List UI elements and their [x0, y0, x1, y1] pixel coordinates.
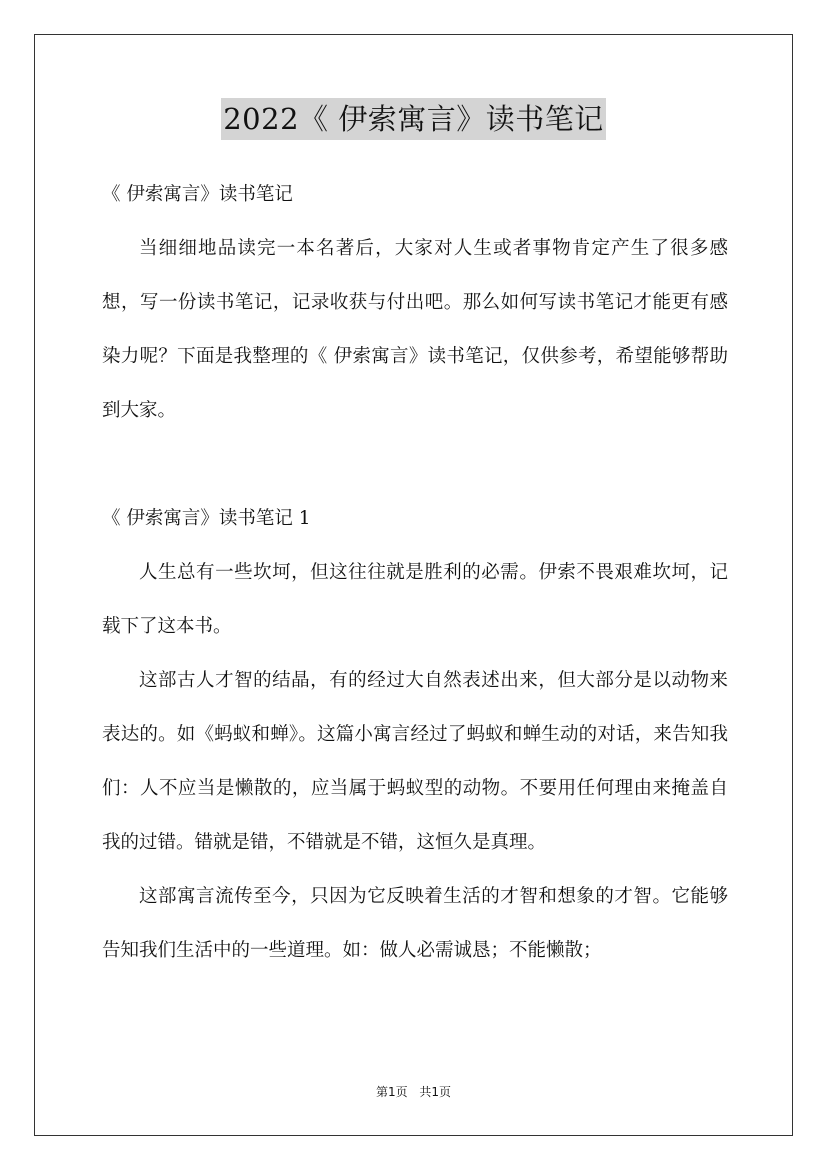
body-paragraph: 人生总有一些坎坷，但这往往就是胜利的必需。伊索不畏艰难坎坷，记载下了这本书。 [102, 562, 728, 637]
body-paragraph: 这部古人才智的结晶，有的经过大自然表述出来，但大部分是以动物来表达的。如《蚂蚁和蝉》。这篇小寓言经过了蚂蚁和蝉生动的对话，来告知我们：人不应当是懒散的，应当属于蚂蚁型的动物。不要用任何理由来掩盖自我的过错。错就是错，不错就是不错，这恒久是真理。 [102, 670, 728, 853]
page-footer [0, 1083, 827, 1101]
title-container [0, 98, 827, 140]
blank-line [102, 438, 728, 492]
document-body [102, 168, 728, 978]
intro-paragraph: 当细细地品读完一本名著后，大家对人生或者事物肯定产生了很多感想，写一份读书笔记，记录收获与付出吧。那么如何写读书笔记才能更有感染力呢？下面是我整理的《 伊索寓言》读书笔记，仅供参考，希望能够帮助到大家。 [102, 238, 728, 421]
page-total: 共1页 [419, 1085, 452, 1099]
page-number: 第1页 [375, 1085, 408, 1099]
intro-heading: 《 伊索寓言》读书笔记 [102, 184, 293, 205]
section-heading-1: 《 伊索寓言》读书笔记 1 [102, 508, 311, 529]
body-paragraph: 这部寓言流传至今，只因为它反映着生活的才智和想象的才智。它能够告知我们生活中的一些道理。如：做人必需诚恳；不能懒散； [102, 886, 728, 961]
document-title: 2022《 伊索寓言》读书笔记 [221, 98, 606, 140]
